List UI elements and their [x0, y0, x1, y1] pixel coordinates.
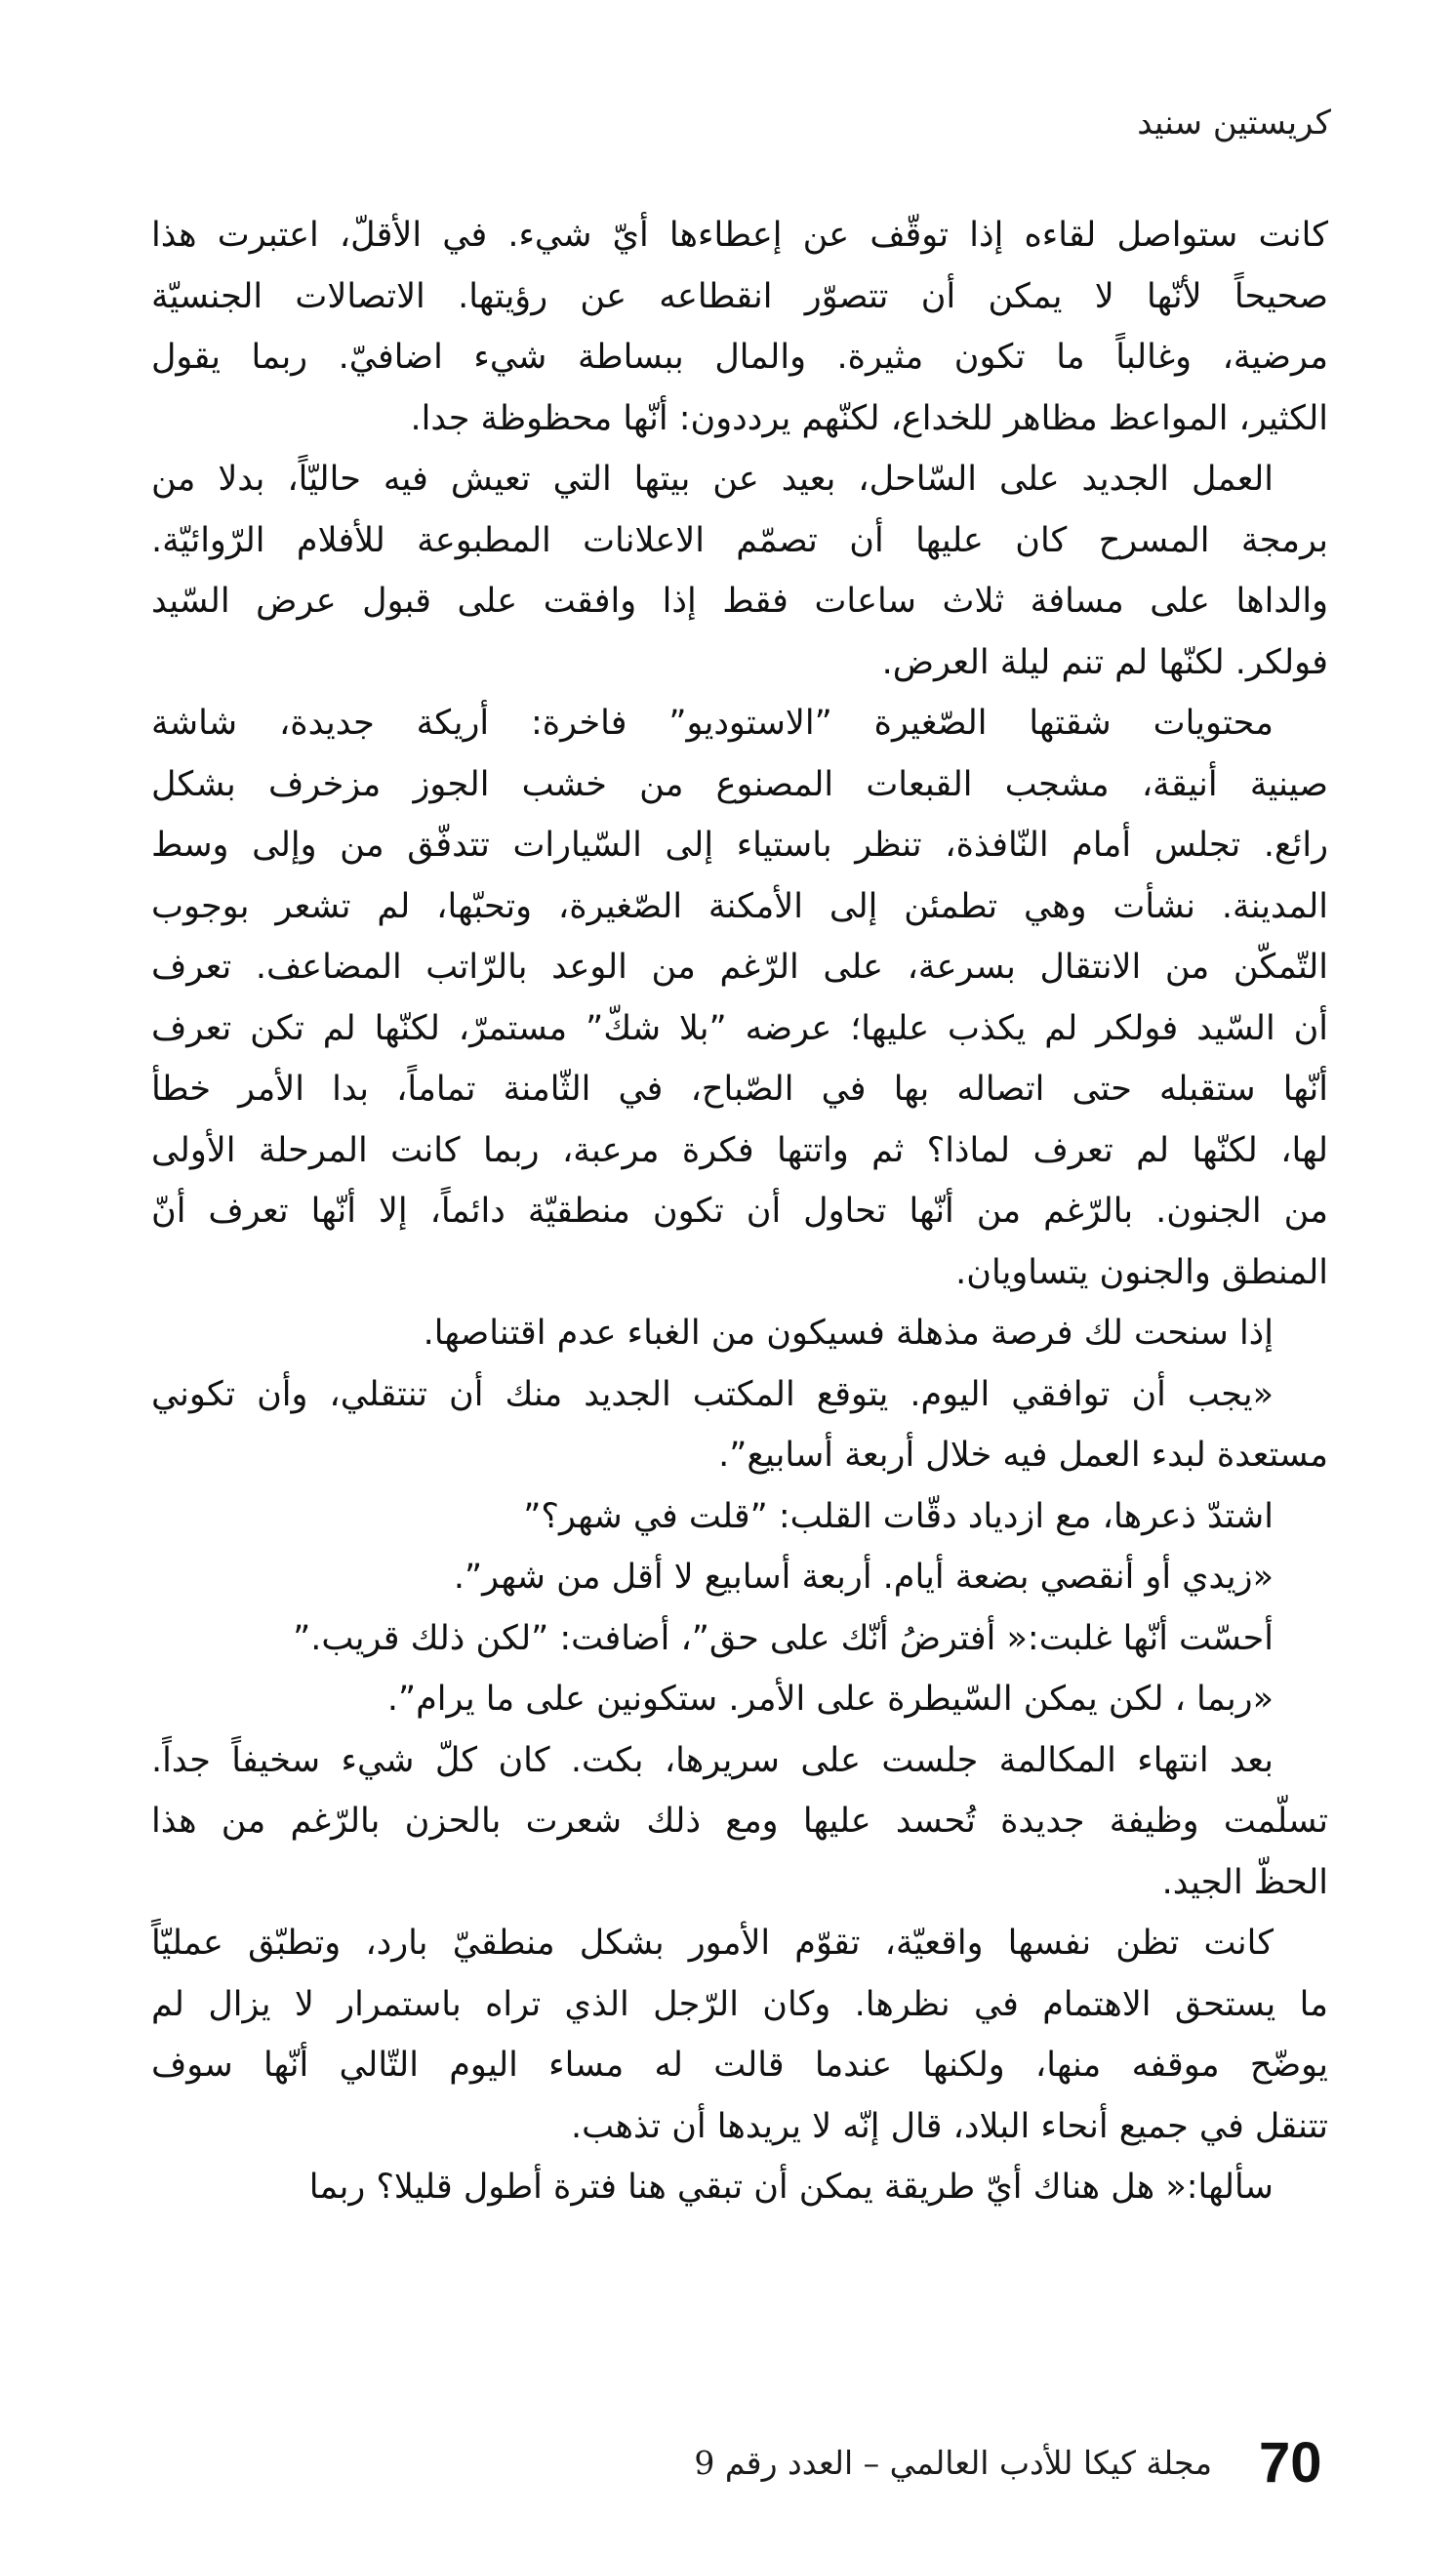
paragraph: [151, 1303, 1328, 1364]
text-line: محتويات شقتها الصّغيرة ”الاستوديو” فاخرة: أريكة جديدة، شاشة: [151, 704, 1274, 743]
text-line: الحظّ الجيد.: [1161, 1862, 1328, 1902]
text-line: العمل الجديد على السّاحل، بعيد عن بيتها التي تعيش فيه حاليّاً، بدلا من: [151, 460, 1274, 499]
text-line: من الجنون. بالرّغم من أنّها تحاول أن تكون منطقيّة دائماً، إلا أنّها تعرف أنّ: [151, 1192, 1328, 1231]
paragraph: [151, 1364, 1328, 1486]
text-line: كانت تظن نفسها واقعيّة، تقوّم الأمور بشكل منطقيّ بارد، وتطبّق عمليّاً: [151, 1924, 1274, 1963]
text-line: تتنقل في جميع أنحاء البلاد، قال إنّه لا يريدها أن تذهب.: [571, 2106, 1328, 2146]
text-line: أنّها ستقبله حتى اتصاله بها في الصّباح، في الثّامنة تماماً، بدا الأمر خطأ: [151, 1070, 1328, 1109]
text-line: ما يستحق الاهتمام في نظرها. وكان الرّجل الذي تراه باستمرار لا يزال لم: [151, 1984, 1328, 2024]
text-line: الكثير، المواعظ مظاهر للخداع، لكنّهم يرددون: أنّها محظوظة جدا.: [410, 398, 1328, 438]
text-line: إذا سنحت لك فرصة مذهلة فسيكون من الغباء عدم اقتناصها.: [423, 1314, 1274, 1353]
text-line: والداها على مسافة ثلاث ساعات فقط إذا وافقت على قبول عرض السّيد: [151, 582, 1328, 621]
text-line: سألها:« هل هناك أيّ طريقة يمكن أن تبقي هنا فترة أطول قليلا؟ ربما: [308, 2168, 1274, 2207]
paragraph: [151, 1730, 1328, 1914]
text-line: صحيحاً لأنّها لا يمكن أن تتصوّر انقطاعه عن رؤيتها. الاتصالات الجنسيّة: [151, 276, 1328, 316]
journal-title: مجلة كيكا للأدب العالمي – العدد رقم 9: [694, 2444, 1212, 2482]
paragraph: [151, 1547, 1328, 1608]
text-line: المدينة. نشأت وهي تطمئن إلى الأمكنة الصّغيرة، وتحبّها، لم تشعر بوجوب: [151, 886, 1328, 926]
text-line: أن السّيد فولكر لم يكذب عليها؛ عرضه ”بلا شكّ” مستمرّ، لكنّها لم تكن تعرف: [151, 1008, 1328, 1048]
text-line: فولكر. لكنّها لم تنم ليلة العرض.: [881, 642, 1328, 682]
paragraph: [151, 205, 1328, 449]
text-line: كانت ستواصل لقاءه إذا توقّف عن إعطاءها أيّ شيء. في الأقلّ، اعتبرت هذا: [151, 216, 1328, 255]
text-line: رائع. تجلس أمام النّافذة، تنظر باستياء إلى السّيارات تتدفّق من وإلى وسط: [151, 826, 1328, 865]
paragraph: [151, 1608, 1328, 1670]
text-line: «يجب أن توافقي اليوم. يتوقع المكتب الجديد منك أن تنتقلي، وأن تكوني: [151, 1374, 1274, 1414]
text-line: التّمكّن من الانتقال بسرعة، على الرّغم من الوعد بالرّاتب المضاعف. تعرف: [151, 948, 1328, 987]
running-head-author: كريستين سنيد: [1137, 103, 1331, 142]
text-line: أحسّت أنّها غلبت:« أفترضُ أنّك على حق”، أضافت: ”لكن ذلك قريب.”: [293, 1618, 1274, 1658]
paragraph: [151, 2157, 1328, 2218]
text-line: صينية أنيقة، مشجب القبعات المصنوع من خشب الجوز مزخرف بشكل: [151, 764, 1328, 804]
text-line: «زيدي أو أنقصي بضعة أيام. أربعة أسابيع لا أقل من شهر”.: [453, 1558, 1274, 1597]
page-number: 70: [1259, 2431, 1322, 2495]
article-body: [151, 205, 1328, 2218]
paragraph: [151, 1913, 1328, 2157]
paragraph: [151, 1486, 1328, 1548]
paragraph: [151, 1669, 1328, 1730]
paragraph: [151, 449, 1328, 693]
text-line: المنطق والجنون يتساويان.: [955, 1252, 1328, 1292]
text-line: اشتدّ ذعرها، مع ازدياد دقّات القلب: ”قلت في شهر؟”: [523, 1496, 1274, 1536]
text-line: «ربما ، لكن يمكن السّيطرة على الأمر. ستكونين على ما يرام”.: [386, 1680, 1274, 1719]
paragraph: [151, 693, 1328, 1303]
text-line: مستعدة لبدء العمل فيه خلال أربعة أسابيع”.: [718, 1436, 1328, 1475]
text-line: لها، لكنّها لم تعرف لماذا؟ ثم واتتها فكرة مرعبة، ربما كانت المرحلة الأولى: [151, 1130, 1328, 1170]
text-line: مرضية، وغالباً ما تكون مثيرة. والمال ببساطة شيء اضافيّ. ربما يقول: [151, 338, 1328, 377]
page-footer: [0, 2430, 1456, 2508]
text-line: بعد انتهاء المكالمة جلست على سريرها، بكت. كان كلّ شيء سخيفاً جداً.: [151, 1740, 1274, 1780]
text-line: برمجة المسرح كان عليها أن تصمّم الاعلانات المطبوعة للأفلام الرّوائيّة.: [151, 520, 1328, 560]
text-line: يوضّح موقفه منها، ولكنها عندما قالت له مساء اليوم التّالي أنّها سوف: [151, 2046, 1328, 2085]
text-line: تسلّمت وظيفة جديدة تُحسد عليها ومع ذلك شعرت بالحزن بالرّغم من هذا: [151, 1802, 1328, 1841]
